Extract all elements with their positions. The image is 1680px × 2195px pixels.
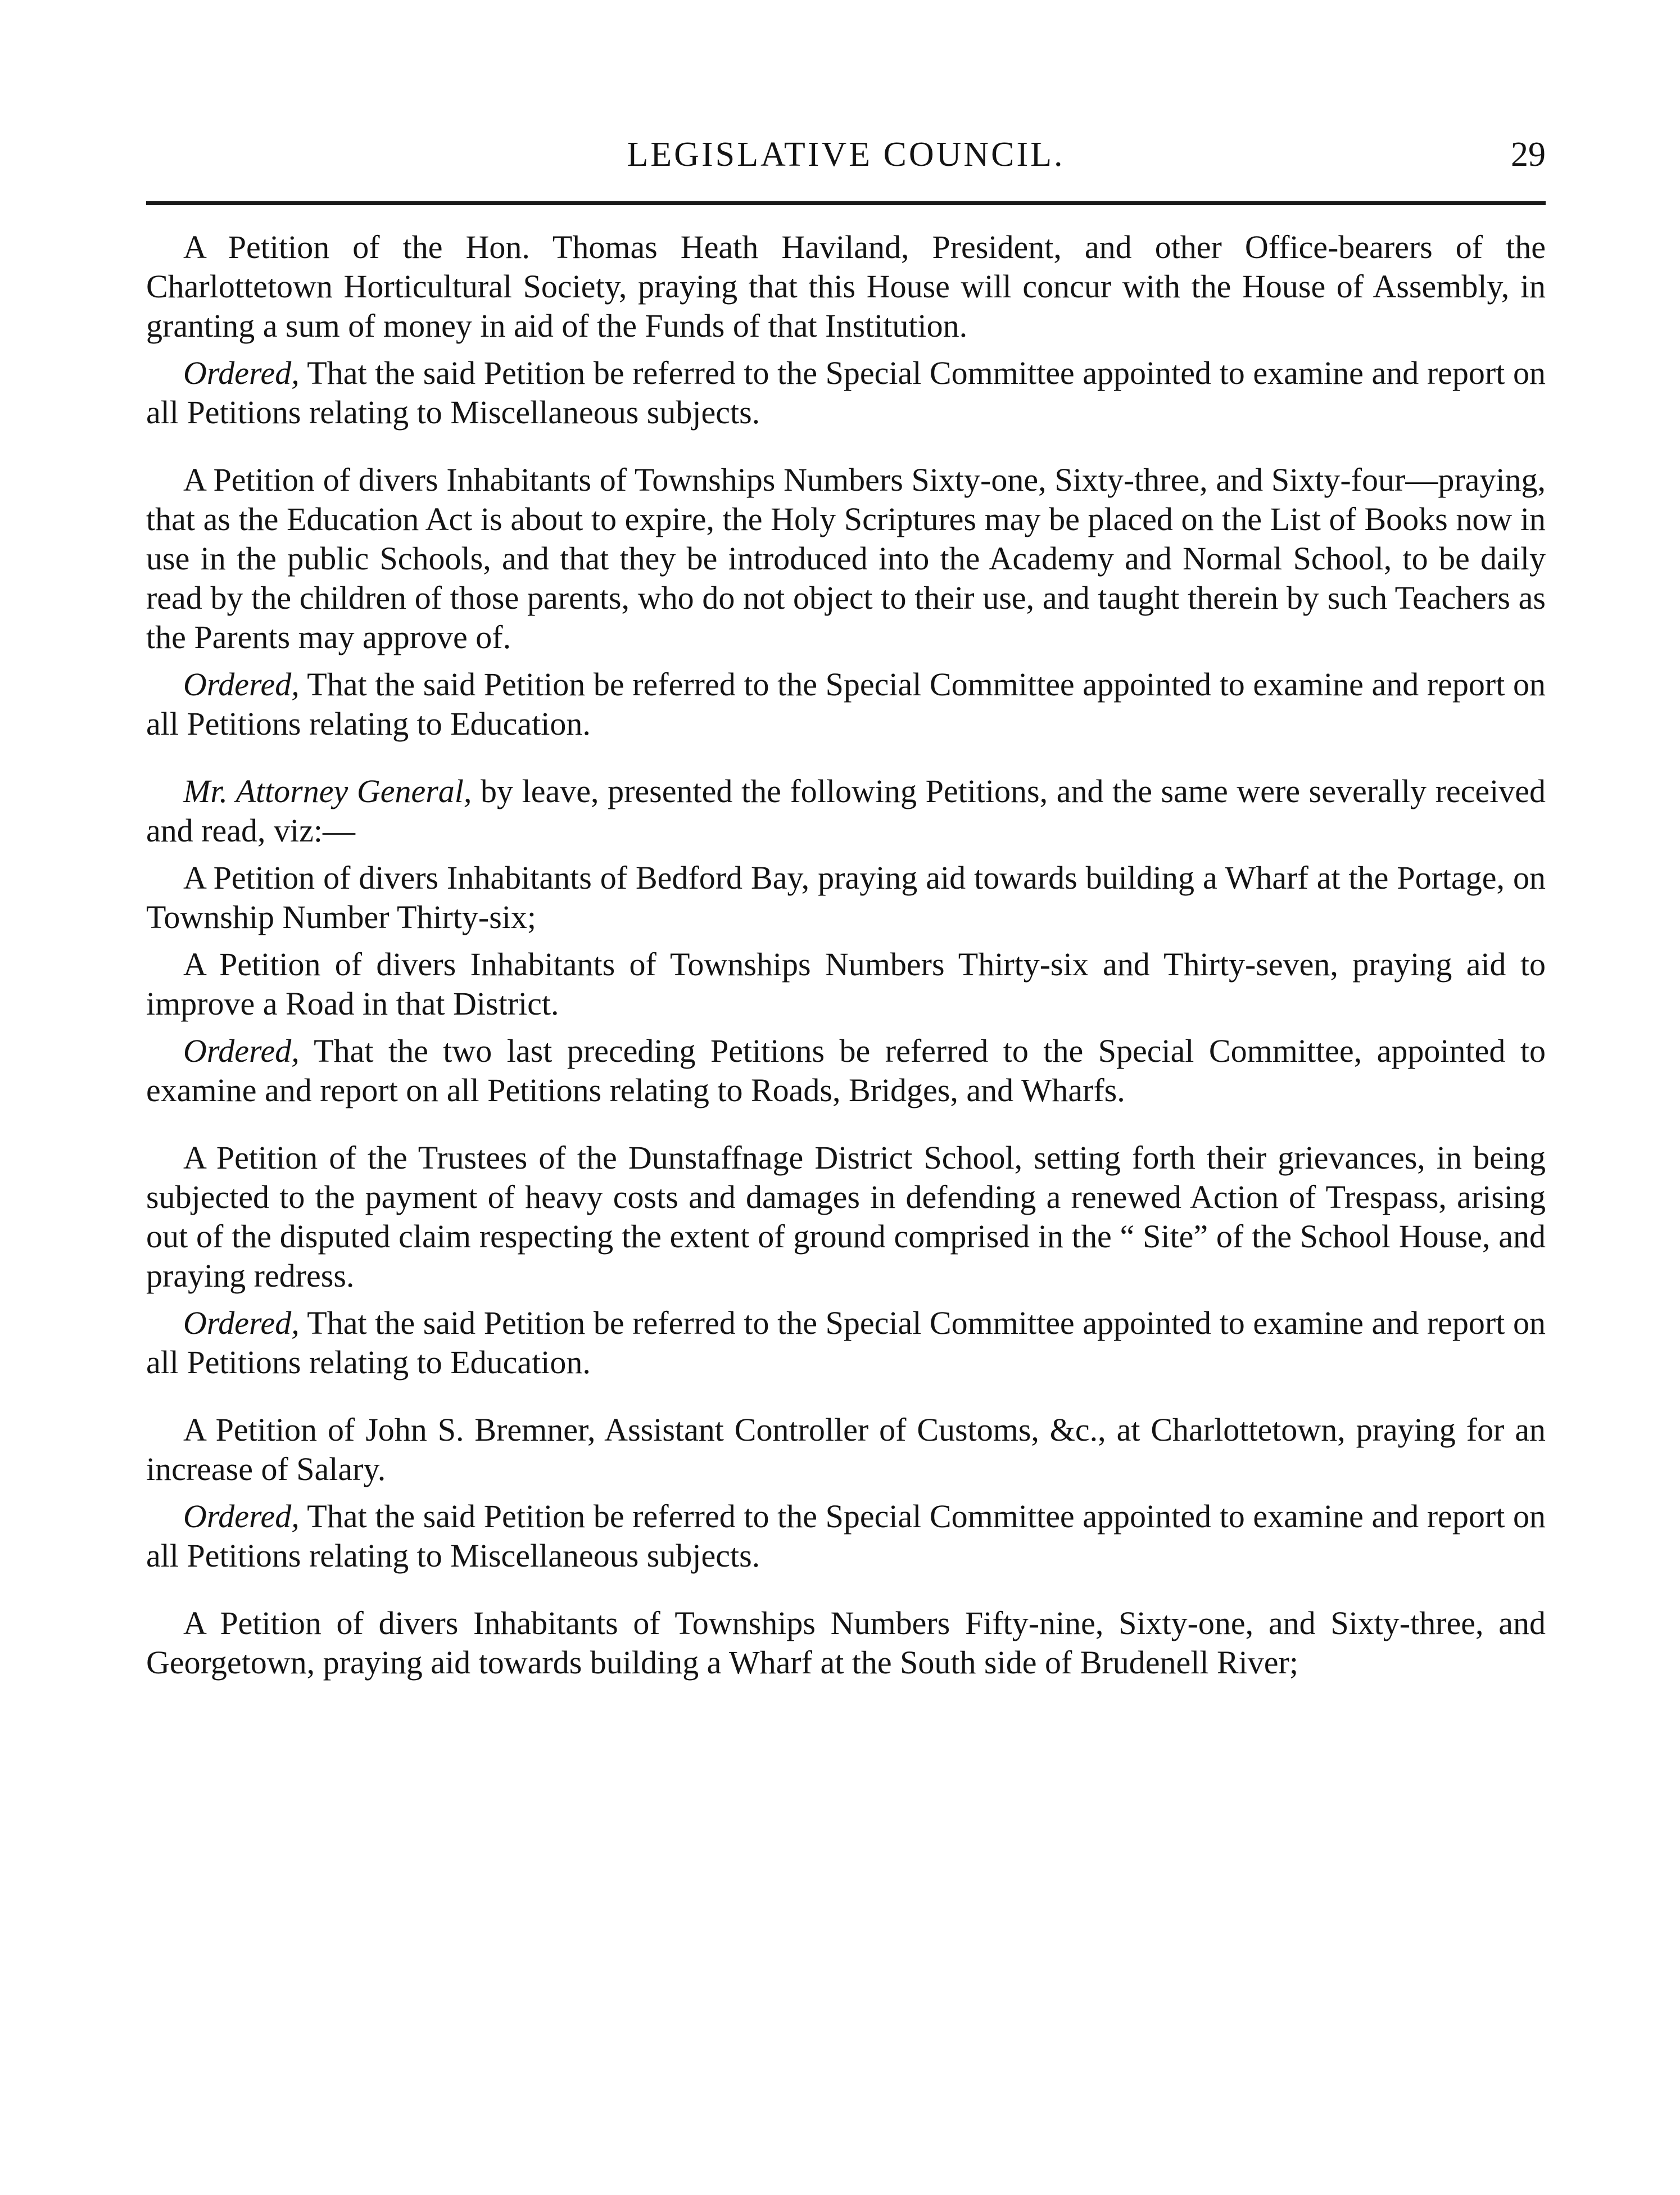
order-text: That the said Petition be referred to the Special Committee appointed to examine and report on all Petitions relating to Education. [146, 1305, 1546, 1381]
entry-block [146, 1410, 1546, 1576]
order-word: Ordered, [183, 1305, 300, 1341]
entry-block [146, 772, 1546, 1110]
order-paragraph [146, 665, 1546, 744]
order-paragraph [146, 1304, 1546, 1382]
order-paragraph [146, 1497, 1546, 1576]
document-page [146, 129, 1546, 2097]
order-word: Ordered, [183, 1033, 300, 1069]
entry-block [146, 228, 1546, 432]
petition-paragraph: A Petition of the Hon. Thomas Heath Haviland, President, and other Office-bearers of the Charlottetown Horticultural Society, praying that this House will concur with the House of Assembly, in granting a sum of money in aid of the Funds of that Institution. [146, 229, 1546, 344]
running-title: LEGISLATIVE COUNCIL. [627, 135, 1065, 174]
order-word: Ordered, [183, 1498, 300, 1535]
entry-block [146, 460, 1546, 744]
petition-paragraph: A Petition of divers Inhabitants of Townships Numbers Sixty-one, Sixty-three, and Sixty-four—praying, that as the Education Act is about to expire, the Holy Scriptures may be placed on the List of Books now in use in the public Schools, and that they be introduced into the Academy and Normal School, to be daily read by the children of those parents, who do not object to their use, and taught therein by such Teachers as the Parents may approve of. [146, 461, 1546, 655]
page-number: 29 [1511, 135, 1546, 174]
petition-paragraph: A Petition of the Trustees of the Dunstaffnage District School, setting forth their grievances, in being subjected to the payment of heavy costs and damages in defending a renewed Action of Trespass, arising out of the disputed claim respecting the extent of ground comprised in the “ Site” of the School House, and praying redress. [146, 1139, 1546, 1294]
order-paragraph [146, 354, 1546, 432]
order-text: That the said Petition be referred to the Special Committee appointed to examine and report on all Petitions relating to Education. [146, 666, 1546, 742]
presenter-name: Mr. Attorney General, [183, 773, 472, 809]
order-word: Ordered, [183, 666, 300, 703]
entry-block [146, 1604, 1546, 1682]
presentation-text: by leave, presented the following Petitions, and the same were severally received and read, viz:— [146, 773, 1546, 849]
order-word: Ordered, [183, 355, 300, 391]
entry-block [146, 1138, 1546, 1382]
running-head [146, 129, 1546, 197]
petition-paragraph: A Petition of divers Inhabitants of Townships Numbers Fifty-nine, Sixty-one, and Sixty-three, and Georgetown, praying aid towards building a Wharf at the South side of Brudenell River; [146, 1605, 1546, 1681]
petition-paragraph: A Petition of divers Inhabitants of Townships Numbers Thirty-six and Thirty-seven, praying aid to improve a Road in that District. [146, 946, 1546, 1022]
order-text: That the said Petition be referred to the Special Committee appointed to examine and report on all Petitions relating to Miscellaneous subjects. [146, 1498, 1546, 1574]
presentation-paragraph [146, 772, 1546, 850]
order-paragraph [146, 1031, 1546, 1110]
order-text: That the said Petition be referred to the Special Committee appointed to examine and report on all Petitions relating to Miscellaneous subjects. [146, 355, 1546, 431]
header-rule [146, 201, 1546, 205]
petition-paragraph: A Petition of John S. Bremner, Assistant Controller of Customs, &c., at Charlottetown, praying for an increase of Salary. [146, 1411, 1546, 1487]
petition-paragraph: A Petition of divers Inhabitants of Bedford Bay, praying aid towards building a Wharf at the Portage, on Township Number Thirty-six; [146, 859, 1546, 935]
order-text: That the two last preceding Petitions be referred to the Special Committee, appointed to examine and report on all Petitions relating to Roads, Bridges, and Wharfs. [146, 1033, 1546, 1108]
